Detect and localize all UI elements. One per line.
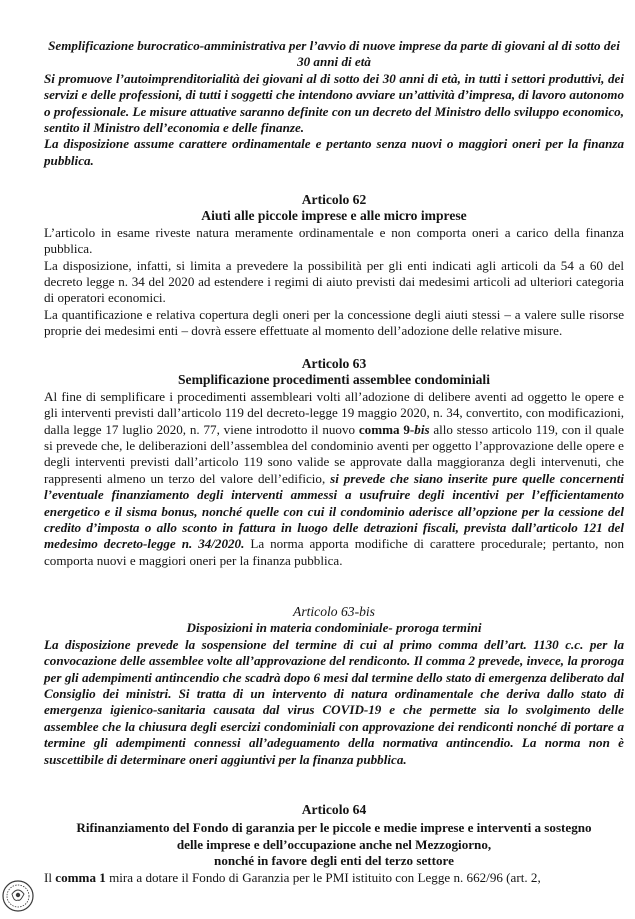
- intro-heading: Semplificazione burocratico-amministrativa per l’avvio di nuove imprese da parte di giovani al di sotto dei 30 anni di età: [48, 38, 620, 70]
- article-64-number: Articolo 64: [301, 802, 367, 817]
- article-63-comma-bis: bis: [414, 421, 430, 437]
- article-62-paragraph-3: La quantificazione e relativa copertura degli oneri per la concessione degli aiuti stessi – a valere sulle risorse proprie dei medesimi enti – dovrà essere effettuate al momento dell’adozione delle relative misure.: [44, 306, 624, 339]
- article-64-paragraph: [44, 870, 624, 886]
- article-64-comma-ref: comma 1: [55, 869, 106, 885]
- article-62-paragraph-1: L’articolo in esame riveste natura meramente ordinamentale e non comporta oneri a carico della finanza pubblica.: [44, 224, 624, 257]
- article-62-number: Articolo 62: [301, 192, 367, 207]
- article-64-title-line-2: delle imprese e dell’occupazione anche nel Mezzogiorno,: [176, 836, 492, 852]
- article-62-title: Aiuti alle piccole imprese e alle micro imprese: [201, 208, 467, 224]
- article-63-title: Semplificazione procedimenti assemblee condominiali: [177, 372, 490, 388]
- article-64-text-c: mira a dotare il Fondo di Garanzia per le PMI istituito con Legge n. 662/96 (art. 2,: [105, 869, 541, 885]
- article-63-bis-title: Disposizioni in materia condominiale- proroga termini: [186, 620, 482, 636]
- article-64-title-line-1: Rifinanziamento del Fondo di garanzia per le piccole e medie imprese e interventi a sostegno: [76, 820, 592, 836]
- article-63-bis-paragraph: La disposizione prevede la sospensione del termine di cui al primo comma dell’art. 1130 c.c. per la convocazione delle assemblee volte all’approvazione del rendiconto. Il comma 2 prevede, invece, la proroga per gli adempimenti antincendio che scadrà dopo 6 mesi dal termine dello stato di emergenza deliberato dal Consiglio dei ministri. Si tratta di un intervento di natura ordinamentale che deriva dallo stato di emergenza igienico-sanitaria causata dal virus COVID-19 e che permette sia lo svolgimento delle assemblee che la chiusura degli esercizi condominiali con approvazione dei rendiconti nonché di portare a termine gli adempimenti connessi all’adeguamento della normativa antincendio. La norma non è suscettibile di determinare oneri aggiuntivi per la finanza pubblica.: [44, 636, 624, 767]
- article-64-text-a: Il: [44, 869, 56, 885]
- intro-section: [44, 38, 624, 169]
- article-62-paragraph-2: La disposizione, infatti, si limita a prevedere la possibilità per gli enti indicati agli articoli da 54 a 60 del decreto legge n. 34 del 2020 ad estendere i regimi di aiuto previsti dai medesimi articoli ad ulteriori categoria di operatori economici.: [44, 257, 624, 306]
- article-63-comma-ref: comma 9-: [358, 421, 415, 437]
- article-64-title-line-3: nonché in favore degli enti del terzo settore: [214, 853, 454, 869]
- article-64: [44, 802, 624, 886]
- article-63-text-d: allo stesso articolo 119, con il quale si prevede che, le deliberazioni dell’assemblea del condominio aventi per oggetto l’approvazione delle opere e degli interventi previsti dall’articolo 119 sono valide se approvate dalla maggioranza degli intervenuti, che rappresenti almeno un terzo del valore dell’edificio,: [44, 421, 624, 486]
- intro-paragraph-1: Si promuove l’autoimprenditorialità dei giovani al di sotto dei 30 anni di età, in tutti i settori produttivi, dei servizi e delle professioni, di tutti i soggetti che intendono avviare un’attività d’impresa, di lavoro autonomo o professionale. Le misure attuative saranno definite con un decreto del Ministro dello sviluppo economico, sentito il Ministro dell’economia e delle finanze.: [44, 70, 624, 136]
- article-63-bis: [44, 604, 624, 768]
- article-63-number: Articolo 63: [301, 356, 367, 371]
- article-63-bis-number: Articolo 63-bis: [293, 604, 375, 619]
- article-63-text-a: Al fine di semplificare i procedimenti assembleari volti all’adozione di delibere aventi ad oggetto le opere e gli interventi previsti dall’articolo 119 del decreto-legge 19 maggio 2020, n. 34, convertito, con modificazioni, dalla legge 17 luglio 2020, n. 77, viene introdotto il nuovo: [44, 388, 624, 437]
- article-63-text-f: La norma apporta modifiche di carattere procedurale; pertanto, non comporta nuovi e maggiori oneri per la finanza pubblica.: [44, 536, 624, 568]
- seal-stamp-icon: [0, 872, 40, 916]
- article-62: [44, 192, 624, 340]
- article-63-paragraph: [44, 389, 624, 569]
- intro-paragraph-2: La disposizione assume carattere ordinamentale e pertanto senza nuovi o maggiori oneri per la finanza pubblica.: [44, 136, 624, 168]
- article-63-text-emphasis: si prevede che siano inserite pure quelle concernenti l’eventuale finanziamento degli interventi ammessi a usufruire degli incentivi per l’efficientamento energetico e il sisma bonus, nonché quelle con cui il condominio aderisce all’opzione per la cessione del credito d’imposta o allo sconto in fattura in luogo delle detrazioni fiscali, prevista dall’articolo 121 del medesimo decreto-legge n. 34/2020.: [44, 470, 624, 552]
- article-63: [44, 356, 624, 569]
